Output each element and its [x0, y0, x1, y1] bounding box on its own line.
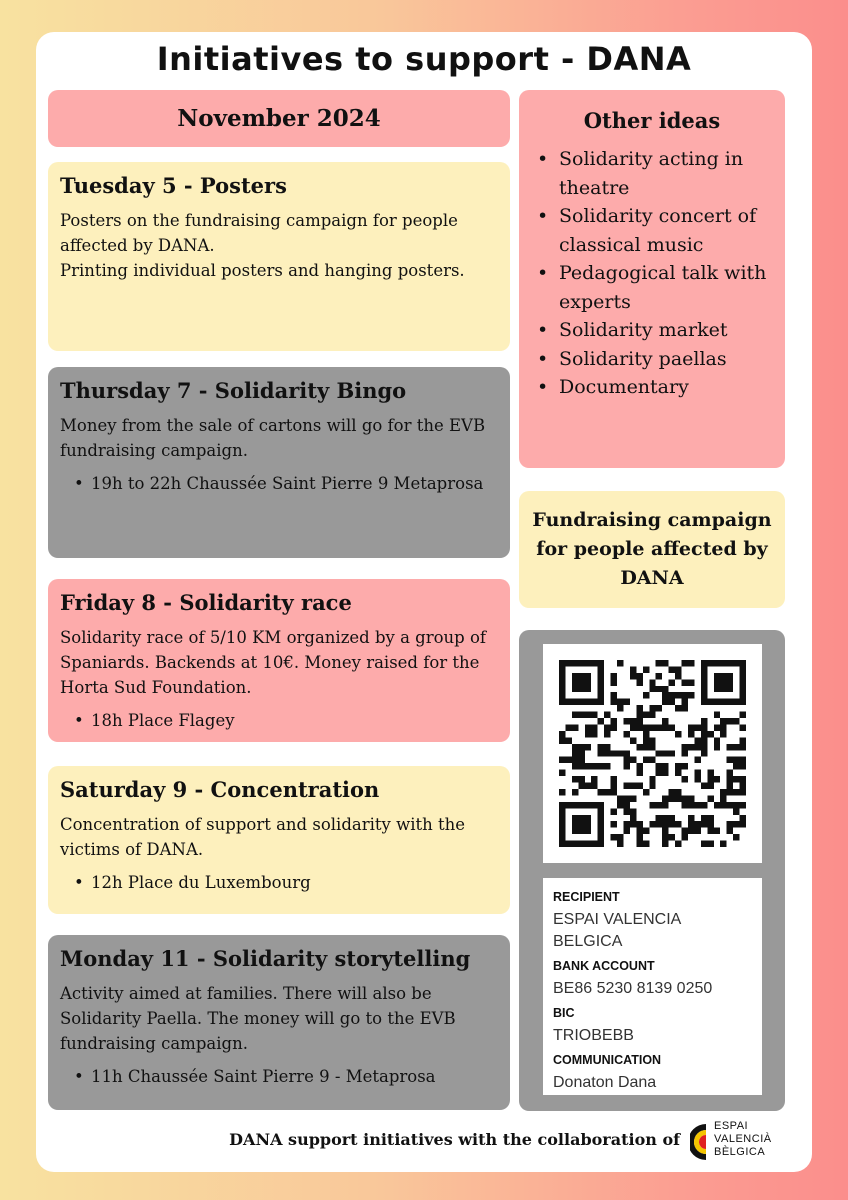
recipient-label: RECIPIENT: [553, 890, 620, 904]
communication-value: Donaton Dana: [553, 1074, 657, 1091]
event-heading: Monday 11 - Solidarity storytelling: [60, 946, 471, 971]
event-card-storytelling: [48, 935, 510, 1110]
event-description: Posters on the fundraising campaign for people affected by DANA.: [60, 211, 458, 255]
event-card-posters: [48, 162, 510, 351]
logo-line: BÈLGICA: [714, 1146, 766, 1158]
month-banner: November 2024: [48, 90, 510, 147]
logo-text: [714, 1120, 772, 1159]
event-location: • 19h to 22h Chaussée Saint Pierre 9 Metaprosa: [74, 471, 498, 496]
other-ideas-list: [533, 145, 771, 402]
recipient-value: ESPAI VALENCIA BELGICA: [553, 911, 681, 950]
event-description: Printing individual posters and hanging posters.: [60, 261, 465, 280]
event-heading: Thursday 7 - Solidarity Bingo: [60, 378, 407, 403]
event-description: Solidarity race of 5/10 KM organized by a group of Spaniards. Backends at 10€. Money raised for the Horta Sud Foundation.: [60, 628, 487, 697]
qr-code[interactable]: [543, 644, 762, 863]
fundraising-callout: Fundraising campaign for people affected by DANA: [519, 491, 785, 608]
footer-text: DANA support initiatives with the collaboration of: [229, 1130, 680, 1149]
other-idea-item: • Solidarity concert of classical music: [533, 202, 771, 259]
other-idea-item: • Solidarity acting in theatre: [533, 145, 771, 202]
other-ideas-panel: [519, 90, 785, 468]
bank-account-value: BE86 5230 8139 0250: [553, 980, 713, 997]
event-location: • 18h Place Flagey: [74, 708, 498, 733]
event-details: [60, 471, 498, 496]
event-card-race: [48, 579, 510, 742]
event-location: • 12h Place du Luxembourg: [74, 870, 498, 895]
event-card-bingo: [48, 367, 510, 558]
logo-line: VALENCIÀ: [714, 1133, 772, 1145]
event-details: [60, 870, 498, 895]
donation-panel: [519, 630, 785, 1111]
event-description: Money from the sale of cartons will go for the EVB fundraising campaign.: [60, 416, 486, 460]
event-description: Concentration of support and solidarity with the victims of DANA.: [60, 815, 465, 859]
bic-value: TRIOBEBB: [553, 1027, 634, 1044]
other-ideas-heading: Other ideas: [583, 108, 721, 133]
logo-mark-icon: [690, 1122, 712, 1162]
bic-label: BIC: [553, 1006, 575, 1020]
event-details: [60, 1064, 498, 1089]
event-location: • 11h Chaussée Saint Pierre 9 - Metaprosa: [74, 1064, 498, 1089]
other-idea-item: • Solidarity paellas: [533, 345, 771, 374]
qr-code-icon: [559, 660, 746, 847]
event-card-concentration: [48, 766, 510, 914]
communication-label: COMMUNICATION: [553, 1053, 662, 1067]
event-heading: Tuesday 5 - Posters: [60, 173, 287, 198]
other-idea-item: • Solidarity market: [533, 316, 771, 345]
event-heading: Friday 8 - Solidarity race: [60, 590, 352, 615]
event-description: Activity aimed at families. There will also be Solidarity Paella. The money will go to the EVB fundraising campaign.: [60, 984, 456, 1053]
event-details: [60, 708, 498, 733]
page-title: Initiatives to support - DANA: [156, 40, 692, 78]
other-idea-item: • Pedagogical talk with experts: [533, 259, 771, 316]
espai-valencia-belgica-logo: [690, 1118, 800, 1166]
logo-line: ESPAI: [714, 1120, 749, 1132]
other-idea-item: • Documentary: [533, 373, 771, 402]
event-heading: Saturday 9 - Concentration: [60, 777, 380, 802]
bank-details: [543, 878, 762, 1095]
bank-account-label: BANK ACCOUNT: [553, 959, 655, 973]
